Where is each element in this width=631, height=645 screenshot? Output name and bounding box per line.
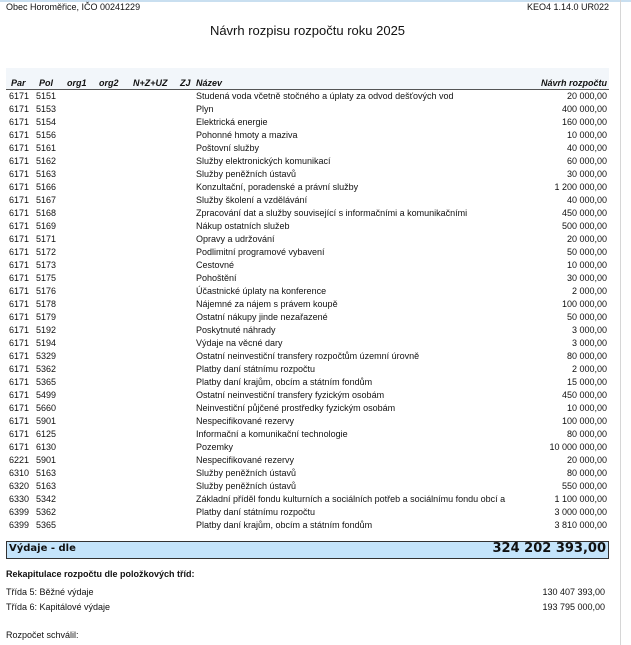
cell-nazev: Pohoštění: [196, 273, 237, 283]
recap-row-class6: [6, 602, 607, 612]
table-row: [6, 493, 609, 506]
cell-value: 10 000,00: [566, 403, 607, 413]
table-row: [6, 298, 609, 311]
budget-table-body: [6, 90, 609, 532]
cell-nazev: Účastnické úplaty na konference: [196, 286, 327, 296]
cell-nazev: Nespecifikované rezervy: [196, 416, 295, 426]
cell-par: 6171: [9, 169, 30, 179]
cell-nazev: Služby školení a vzdělávání: [196, 195, 308, 205]
cell-pol: 5163: [36, 468, 57, 478]
table-row: [6, 428, 609, 441]
cell-value: 100 000,00: [561, 416, 607, 426]
table-row: [6, 324, 609, 337]
col-org1: org1: [67, 78, 87, 88]
cell-nazev: Cestovné: [196, 260, 235, 270]
cell-pol: 5362: [36, 364, 57, 374]
cell-nazev: Poštovní služby: [196, 143, 260, 153]
table-row: [6, 207, 609, 220]
cell-pol: 5169: [36, 221, 57, 231]
table-row: [6, 402, 609, 415]
table-row: [6, 389, 609, 402]
table-row: [6, 506, 609, 519]
cell-value: 2 000,00: [571, 364, 607, 374]
cell-value: 160 000,00: [561, 117, 607, 127]
cell-par: 6399: [9, 520, 30, 530]
cell-pol: 5660: [36, 403, 57, 413]
cell-value: 3 000 000,00: [554, 507, 607, 517]
cell-pol: 5329: [36, 351, 57, 361]
cell-nazev: Pohonné hmoty a maziva: [196, 130, 298, 140]
cell-nazev: Platby daní státnímu rozpočtu: [196, 507, 316, 517]
cell-nazev: Služby elektronických komunikací: [196, 156, 331, 166]
table-row: [6, 168, 609, 181]
cell-nazev: Nespecifikované rezervy: [196, 455, 295, 465]
cell-value: 80 000,00: [566, 429, 607, 439]
cell-nazev: Nákup ostatních služeb: [196, 221, 290, 231]
cell-value: 20 000,00: [566, 91, 607, 101]
cell-pol: 5167: [36, 195, 57, 205]
cell-nazev: Platby daní státnímu rozpočtu: [196, 364, 316, 374]
cell-nazev: Ostatní neinvestiční transfery fyzickým osobám: [196, 390, 385, 400]
cell-nazev: Podlimitní programové vybavení: [196, 247, 325, 257]
cell-nazev: Poskytnuté náhrady: [196, 325, 276, 335]
cell-par: 6221: [9, 455, 30, 465]
cell-value: 10 000 000,00: [549, 442, 607, 452]
cell-value: 80 000,00: [566, 468, 607, 478]
cell-par: 6171: [9, 273, 30, 283]
cell-pol: 5192: [36, 325, 57, 335]
col-pol: Pol: [39, 78, 54, 88]
col-par: Par: [11, 78, 26, 88]
table-row: [6, 311, 609, 324]
cell-par: 6171: [9, 325, 30, 335]
cell-nazev: Základní příděl fondu kulturních a sociálních potřeb a sociálnímu fondu obcí a: [196, 494, 506, 504]
cell-value: 40 000,00: [566, 143, 607, 153]
cell-value: 30 000,00: [566, 169, 607, 179]
version-label: KEO4 1.14.0 UR022: [526, 2, 609, 12]
cell-par: 6310: [9, 468, 30, 478]
cell-par: 6171: [9, 286, 30, 296]
organization-label: Obec Horoměřice, IČO 00241229: [6, 2, 141, 12]
table-row: [6, 103, 609, 116]
cell-pol: 5194: [36, 338, 57, 348]
cell-pol: 5161: [36, 143, 57, 153]
col-nzuz: N+Z+UZ: [133, 78, 168, 88]
cell-value: 20 000,00: [566, 234, 607, 244]
cell-pol: 5168: [36, 208, 57, 218]
cell-par: 6171: [9, 299, 30, 309]
cell-nazev: Studená voda včetně stočného a úplaty za odvod dešťových vod: [196, 91, 454, 101]
recap-label: Třída 6: Kapitálové výdaje: [6, 602, 111, 612]
table-row: [6, 155, 609, 168]
cell-value: 100 000,00: [561, 299, 607, 309]
table-row: [6, 350, 609, 363]
cell-pol: 5153: [36, 104, 57, 114]
cell-par: 6171: [9, 221, 30, 231]
table-row: [6, 259, 609, 272]
cell-nazev: Informační a komunikační technologie: [196, 429, 348, 439]
cell-nazev: Konzultační, poradenské a právní služby: [196, 182, 359, 192]
cell-nazev: Elektrická energie: [196, 117, 268, 127]
cell-value: 550 000,00: [561, 481, 607, 491]
cell-par: 6171: [9, 390, 30, 400]
page-edge-divider: [620, 0, 621, 645]
table-row: [6, 285, 609, 298]
cell-par: 6171: [9, 416, 30, 426]
cell-par: 6330: [9, 494, 30, 504]
cell-value: 30 000,00: [566, 273, 607, 283]
table-row: [6, 194, 609, 207]
cell-pol: 5162: [36, 156, 57, 166]
cell-par: 6171: [9, 117, 30, 127]
table-row: [6, 337, 609, 350]
cell-pol: 5901: [36, 455, 57, 465]
cell-pol: 5901: [36, 416, 57, 426]
approval-label: Rozpočet schválil:: [6, 630, 79, 640]
cell-par: 6320: [9, 481, 30, 491]
cell-pol: 5342: [36, 494, 57, 504]
cell-pol: 6125: [36, 429, 57, 439]
cell-par: 6171: [9, 260, 30, 270]
table-row: [6, 116, 609, 129]
cell-value: 60 000,00: [566, 156, 607, 166]
cell-pol: 5178: [36, 299, 57, 309]
cell-pol: 5163: [36, 169, 57, 179]
cell-par: 6399: [9, 507, 30, 517]
table-row: [6, 480, 609, 493]
recap-row-class5: [6, 587, 607, 597]
table-row: [6, 129, 609, 142]
table-row: [6, 519, 609, 532]
cell-par: 6171: [9, 91, 30, 101]
table-row: [6, 467, 609, 480]
cell-value: 3 000,00: [571, 338, 607, 348]
recap-value: 193 795 000,00: [542, 602, 605, 612]
cell-pol: 5163: [36, 481, 57, 491]
cell-value: 500 000,00: [561, 221, 607, 231]
cell-value: 80 000,00: [566, 351, 607, 361]
table-row: [6, 441, 609, 454]
cell-nazev: Služby peněžních ústavů: [196, 468, 297, 478]
cell-pol: 5166: [36, 182, 57, 192]
col-nazev: Název: [196, 78, 223, 88]
cell-nazev: Služby peněžních ústavů: [196, 481, 297, 491]
cell-nazev: Plyn: [196, 104, 214, 114]
cell-par: 6171: [9, 195, 30, 205]
col-navrh: Návrh rozpočtu: [540, 78, 607, 88]
cell-value: 1 100 000,00: [554, 494, 607, 504]
cell-par: 6171: [9, 429, 30, 439]
cell-par: 6171: [9, 351, 30, 361]
cell-pol: 5154: [36, 117, 57, 127]
cell-pol: 5172: [36, 247, 57, 257]
cell-pol: 6130: [36, 442, 57, 452]
cell-par: 6171: [9, 143, 30, 153]
cell-pol: 5171: [36, 234, 57, 244]
cell-nazev: Neinvestiční půjčené prostředky fyzickým osobám: [196, 403, 396, 413]
cell-pol: 5175: [36, 273, 57, 283]
cell-value: 400 000,00: [561, 104, 607, 114]
table-header: [6, 68, 609, 90]
table-row: [6, 246, 609, 259]
cell-value: 450 000,00: [561, 208, 607, 218]
cell-nazev: Ostatní neinvestiční transfery rozpočtům územní úrovně: [196, 351, 420, 361]
cell-par: 6171: [9, 377, 30, 387]
table-row: [6, 272, 609, 285]
cell-nazev: Opravy a udržování: [196, 234, 275, 244]
cell-value: 10 000,00: [566, 260, 607, 270]
cell-pol: 5362: [36, 507, 57, 517]
cell-pol: 5365: [36, 377, 57, 387]
cell-pol: 5176: [36, 286, 57, 296]
total-row: [6, 541, 609, 559]
cell-par: 6171: [9, 234, 30, 244]
cell-value: 1 200 000,00: [554, 182, 607, 192]
cell-par: 6171: [9, 338, 30, 348]
cell-pol: 5179: [36, 312, 57, 322]
table-row: [6, 233, 609, 246]
cell-value: 10 000,00: [566, 130, 607, 140]
cell-par: 6171: [9, 364, 30, 374]
table-row: [6, 376, 609, 389]
cell-value: 15 000,00: [566, 377, 607, 387]
cell-nazev: Nájemné za nájem s právem koupě: [196, 299, 338, 309]
cell-pol: 5365: [36, 520, 57, 530]
table-row: [6, 363, 609, 376]
cell-par: 6171: [9, 182, 30, 192]
total-value: 324 202 393,00: [492, 541, 606, 556]
cell-nazev: Výdaje na věcné dary: [196, 338, 283, 348]
cell-nazev: Ostatní nákupy jinde nezařazené: [196, 312, 328, 322]
table-row: [6, 415, 609, 428]
cell-pol: 5156: [36, 130, 57, 140]
cell-nazev: Služby peněžních ústavů: [196, 169, 297, 179]
col-zj: ZJ: [180, 78, 191, 88]
cell-pol: 5151: [36, 91, 57, 101]
recap-title: Rekapitulace rozpočtu dle položkových tříd:: [6, 569, 195, 579]
cell-par: 6171: [9, 312, 30, 322]
cell-nazev: Platby daní krajům, obcím a státním fondům: [196, 520, 373, 530]
recap-label: Třída 5: Běžné výdaje: [6, 587, 94, 597]
table-row: [6, 90, 609, 103]
cell-par: 6171: [9, 104, 30, 114]
cell-value: 450 000,00: [561, 390, 607, 400]
cell-value: 3 810 000,00: [554, 520, 607, 530]
col-org2: org2: [99, 78, 119, 88]
cell-pol: 5499: [36, 390, 57, 400]
recap-value: 130 407 393,00: [542, 587, 605, 597]
table-row: [6, 142, 609, 155]
cell-par: 6171: [9, 208, 30, 218]
cell-nazev: Platby daní krajům, obcím a státním fondům: [196, 377, 373, 387]
cell-value: 40 000,00: [566, 195, 607, 205]
table-row: [6, 181, 609, 194]
cell-value: 50 000,00: [566, 312, 607, 322]
table-row: [6, 454, 609, 467]
cell-nazev: Pozemky: [196, 442, 234, 452]
cell-value: 3 000,00: [571, 325, 607, 335]
page-title: Návrh rozpisu rozpočtu roku 2025: [209, 23, 406, 38]
cell-pol: 5173: [36, 260, 57, 270]
cell-value: 50 000,00: [566, 247, 607, 257]
cell-par: 6171: [9, 442, 30, 452]
cell-value: 2 000,00: [571, 286, 607, 296]
cell-par: 6171: [9, 156, 30, 166]
cell-nazev: Zpracování dat a služby související s informačními a komunikačními: [196, 208, 468, 218]
cell-par: 6171: [9, 247, 30, 257]
cell-par: 6171: [9, 130, 30, 140]
cell-value: 20 000,00: [566, 455, 607, 465]
cell-par: 6171: [9, 403, 30, 413]
total-label: Výdaje - dle: [9, 543, 76, 554]
table-row: [6, 220, 609, 233]
